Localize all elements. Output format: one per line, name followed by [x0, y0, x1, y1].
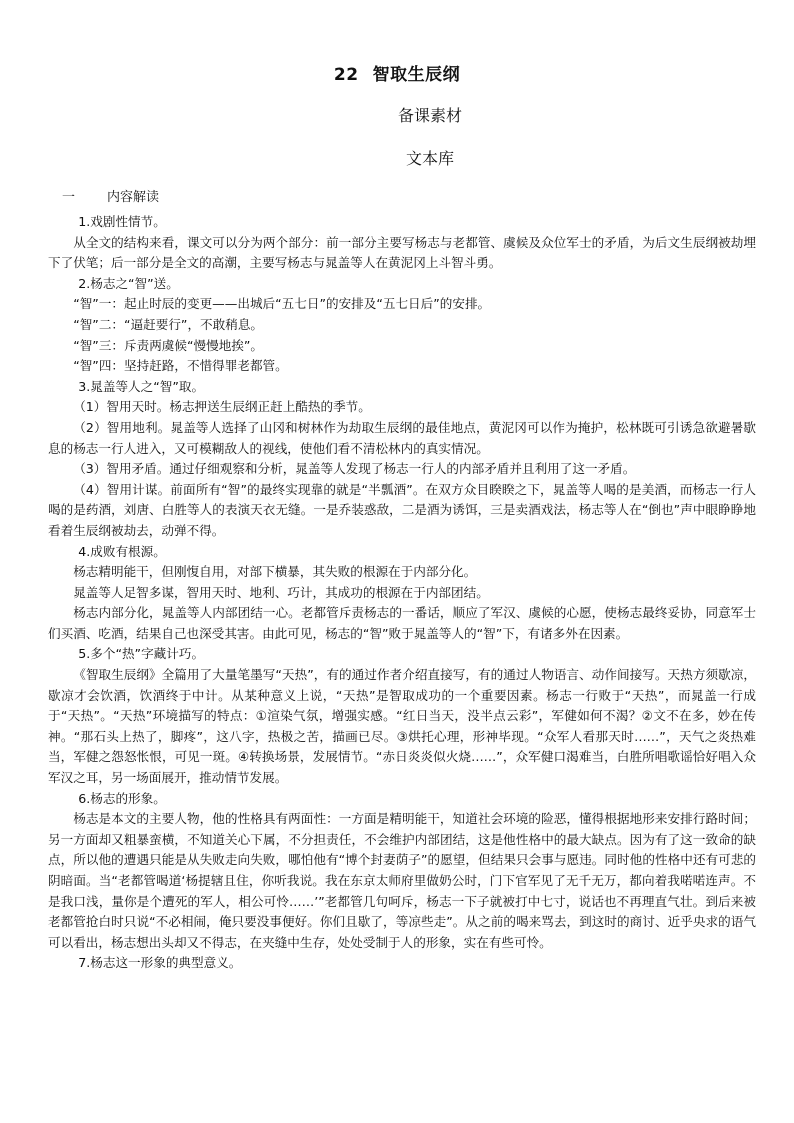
paragraph-heading: 2.杨志之“智”送。	[78, 275, 179, 291]
paragraph-heading: 6.杨志的形象。	[78, 790, 166, 806]
paragraph: （1）智用天时。杨志押送生辰纲正赶上酷热的季节。	[73, 399, 371, 415]
paragraph-heading: 5.多个“热”字藏计巧。	[78, 646, 205, 662]
paragraph: （3）智用矛盾。通过仔细观察和分析，晁盖等人发现了杨志一行人的内部矛盾并且利用了这一矛盾。	[73, 461, 636, 477]
paragraph: “智”一：起止时辰的变更——出城后“五七日”的安排及“五七日后”的安排。	[73, 296, 491, 312]
paragraph: 杨志内部分化，晁盖等人内部团结一心。老都管斥责杨志的一番话，顺应了军汉、虞候的心愿，使杨志最终妥协，同意军士们买酒、吃酒，结果自己也深受其害。由此可见，杨志的“智”败于晁盖等人的“智”下，有诸多外在因素。	[48, 605, 756, 641]
paragraph: “智”三：斥责两虞候“慢慢地挨”。	[73, 337, 264, 353]
paragraph: 杨志精明能干，但刚愎自用，对部下横暴，其失败的根源在于内部分化。	[73, 564, 477, 580]
document-body	[48, 212, 756, 974]
paragraph: 杨志是本文的主要人物，他的性格具有两面性：一方面是精明能干，知道社会环境的险恶，懂得根据地形来安排行路时间；另一方面却又粗暴蛮横，不知道关心下属，不分担责任，不会维护内部团结，这是他性格中的最大缺点。因为有了这一致命的缺点，所以他的遭遇只能是从失败走向失败，哪怕他有“博个封妻荫子”的愿望，但结果只会事与愿违。同时他的性格中还有可悲的阴暗面。当“老都管喝道‘杨提辖且住，你听我说。我在东京太师府里做奶公时，门下官军见了无千无万，都向着我喏喏连声。不是我口浅，量你是个遭死的军人，相公可怜……’”老都管几句呵斥，杨志一下子就被打中七寸，说话也不再理直气壮。到后来被老都管抢白时只说“不必相闹，俺只要没事便好。你们且歇了，等凉些走”。从之前的喝来骂去，到这时的商讨、近乎央求的语气可以看出，杨志想出头却又不得志，在夹缝中生存，处处受制于人的形象，实在有些可怜。	[48, 811, 756, 950]
section-heading	[62, 186, 159, 205]
paragraph-heading: 4.成败有根源。	[78, 543, 166, 559]
paragraph-heading: 7.杨志这一形象的典型意义。	[78, 955, 242, 971]
paragraph-heading: 3.晁盖等人之“智”取。	[78, 378, 205, 394]
lesson-title: 智取生辰纲	[372, 65, 461, 85]
paragraph: 从全文的结构来看，课文可以分为两个部分：前一部分主要写杨志与老都管、虞候及众位军士的矛盾，为后文生辰纲被劫埋下了伏笔；后一部分是全文的高潮，主要写杨志与晁盖等人在黄泥冈上斗智斗勇。	[48, 234, 756, 271]
subtitle-material: 备课素材	[397, 106, 462, 125]
paragraph: 《智取生辰纲》全篇用了大量笔墨写“天热”，有的通过作者介绍直接写，有的通过人物语言、动作间接写。天热方须歇凉，歇凉才会饮酒，饮酒终于中计。从某种意义上说，“天热”是智取成功的一个重要因素。杨志一行败于“天热”，而晁盖一行成于“天热”。“天热”环境描写的特点：①渲染气氛，增强实感。“红日当天，没半点云彩”，军健如何不渴？②文不在多，妙在传神。“那石头上热了，脚疼”，这八字，热极之苦，描画已尽。③烘托心理，形神毕现。“众军人看那天时……”，天气之炎热难当，军健之怨怒怅恨，可见一斑。④转换场景，发展情节。“赤日炎炎似火烧……”，众军健口渴难当，白胜所唱歌谣恰好唱入众军汉之耳，另一场面展开，推动情节发展。	[48, 667, 756, 786]
paragraph: （4）智用计谋。前面所有“智”的最终实现靠的就是“半瓢酒”。在双方众目睽睽之下，晁盖等人喝的是美酒，而杨志一行人喝的是药酒，刘唐、白胜等人的表演天衣无缝。一是乔装惑敌，二是酒为诱饵，三是卖酒戏法，杨志等人在“倒也”声中眼睁睁地看着生辰纲被劫去，动弹不得。	[48, 481, 756, 538]
lesson-number: 22	[333, 65, 359, 85]
paragraph: “智”四：坚持赶路，不惜得罪老都管。	[73, 358, 288, 374]
paragraph: （2）智用地利。晁盖等人选择了山冈和树林作为劫取生辰纲的最佳地点，黄泥冈可以作为掩护，松林既可引诱急欲避暑歇息的杨志一行人进入，又可模糊敌人的视线，使他们看不清松林内的真实情况。	[48, 419, 756, 456]
page-title	[0, 60, 794, 85]
section-marker: 一	[62, 190, 76, 205]
paragraph-heading: 1.戏剧性情节。	[78, 214, 166, 229]
paragraph: 晁盖等人足智多谋，智用天时、地利、巧计，其成功的根源在于内部团结。	[73, 584, 489, 600]
subtitle-library: 文本库	[405, 149, 454, 168]
paragraph: “智”二：“逼赶要行”，不敢稍息。	[73, 316, 264, 332]
section-title: 内容解读	[107, 190, 160, 205]
